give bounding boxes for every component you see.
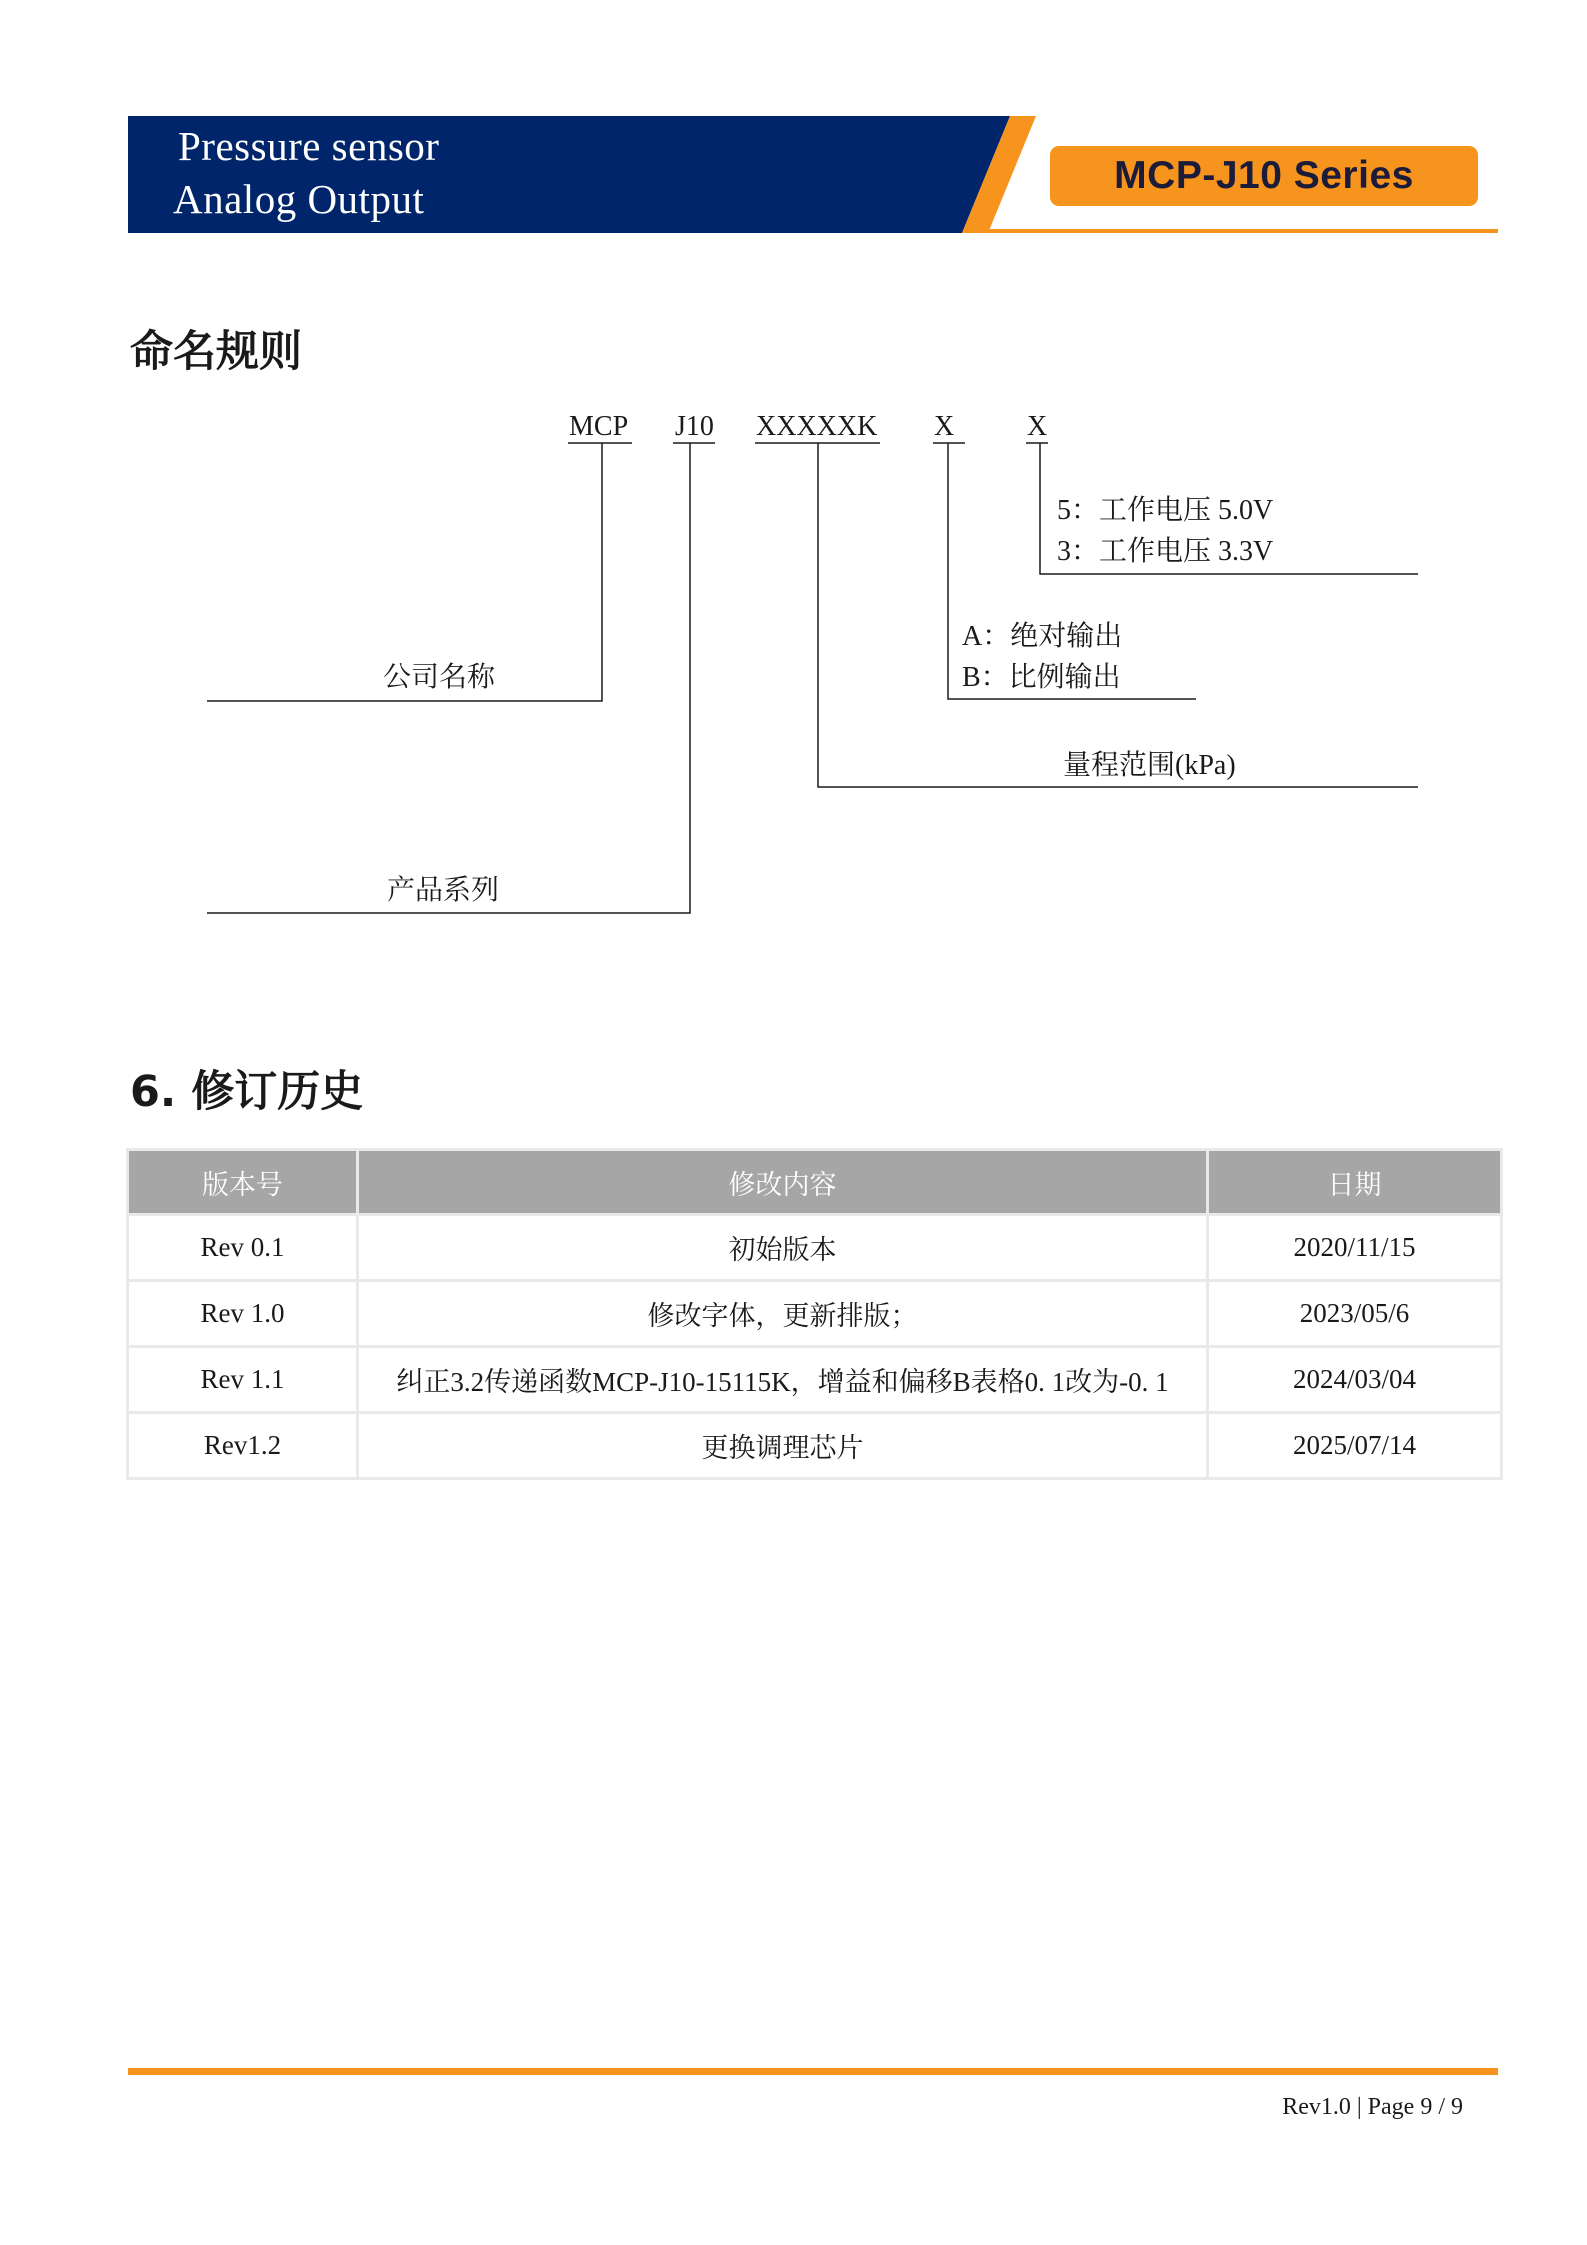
series-label: MCP-J10 Series [1114, 154, 1414, 197]
code-output: X [934, 411, 955, 442]
code-range: XXXXXK [756, 411, 878, 442]
table-row [128, 1413, 1502, 1479]
cell-version: Rev 0.1 [128, 1215, 358, 1281]
cell-changes: 更换调理芯片 [358, 1413, 1208, 1479]
output-option-ratiometric: B：比例输出 [962, 662, 1121, 693]
cell-date: 2025/07/14 [1208, 1413, 1502, 1479]
range-label: 量程范围(kPa) [1063, 750, 1236, 781]
revision-table [126, 1148, 1503, 1480]
cell-date: 2024/03/04 [1208, 1347, 1502, 1413]
page-footer: Rev1.0 | Page 9 / 9 [1282, 2094, 1463, 2120]
cell-changes: 纠正3.2传递函数MCP-J10-15115K，增益和偏移B表格0. 1改为-0. 1 [358, 1347, 1208, 1413]
revision-table-header [128, 1150, 1502, 1215]
output-connector [948, 443, 1196, 699]
header-version: 版本号 [128, 1150, 358, 1215]
footer-divider [128, 2068, 1498, 2075]
table-row [128, 1215, 1502, 1281]
header-title-line2: Analog Output [173, 176, 425, 222]
voltage-option-3v: 3：工作电压 3.3V [1057, 536, 1274, 567]
code-mcp: MCP [569, 411, 629, 442]
cell-version: Rev 1.0 [128, 1281, 358, 1347]
company-label: 公司名称 [383, 662, 496, 693]
series-label-text: 产品系列 [387, 875, 500, 906]
cell-changes: 修改字体，更新排版； [358, 1281, 1208, 1347]
naming-diagram [0, 0, 1587, 1000]
output-option-absolute: A：绝对输出 [962, 621, 1123, 652]
naming-rule-heading: 命名规则 [130, 327, 302, 377]
cell-date: 2023/05/6 [1208, 1281, 1502, 1347]
cell-date: 2020/11/15 [1208, 1215, 1502, 1281]
cell-version: Rev 1.1 [128, 1347, 358, 1413]
voltage-option-5v: 5：工作电压 5.0V [1057, 495, 1274, 526]
code-j10: J10 [675, 411, 714, 442]
header-date: 日期 [1208, 1150, 1502, 1215]
table-row [128, 1281, 1502, 1347]
header-changes: 修改内容 [358, 1150, 1208, 1215]
cell-version: Rev1.2 [128, 1413, 358, 1479]
naming-diagram-lines [0, 0, 1587, 1000]
code-voltage: X [1027, 411, 1048, 442]
header-title-line1: Pressure sensor [178, 123, 440, 169]
revision-history-heading: 6. 修订历史 [130, 1067, 364, 1117]
table-row [128, 1347, 1502, 1413]
cell-changes: 初始版本 [358, 1215, 1208, 1281]
